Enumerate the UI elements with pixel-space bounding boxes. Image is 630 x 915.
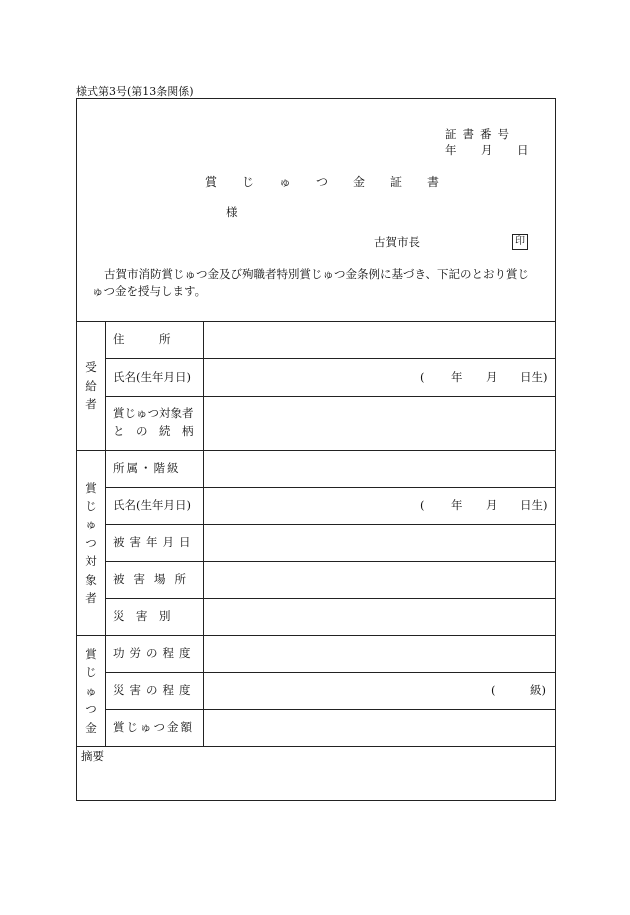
grade-open-paren: ( (491, 683, 496, 697)
group-award (77, 636, 105, 746)
birth-year: 年 (451, 370, 463, 384)
title-char: 金 (353, 175, 366, 189)
row-divider (105, 561, 555, 562)
group-char: 者 (85, 397, 97, 412)
label-name-birth: 氏名(生年月日) (113, 370, 191, 384)
date-year: 年 (445, 143, 457, 157)
label-damage-date: 被害年月日 (113, 535, 196, 549)
certificate-number-label: 証書番号 (445, 127, 515, 141)
row-divider (105, 524, 555, 525)
row-divider (77, 746, 555, 747)
group-char: 象 (85, 572, 97, 587)
group-char: 受 (85, 360, 97, 375)
row-divider (105, 709, 555, 710)
certificate-body: 古賀市消防賞じゅつ金及び殉職者特別賞じゅつ金条例に基づき、下記のとおり賞じゅつ金を授与します。 (92, 267, 530, 298)
group-char: じ (85, 665, 97, 680)
row-divider (105, 487, 555, 488)
label-affiliation: 所属・階級 (113, 461, 181, 475)
row-divider (77, 321, 555, 322)
group-char: ゅ (85, 683, 97, 698)
label-name-birth-2: 氏名(生年月日) (113, 498, 191, 512)
label-damage-place: 被害場所 (113, 572, 195, 586)
seal-icon: 印 (512, 234, 528, 250)
birth-month-2: 月 (486, 498, 498, 512)
group-char: 者 (85, 590, 97, 605)
birth-open-paren: ( (420, 370, 425, 384)
title-char: つ (316, 175, 329, 189)
title-char: 賞 (205, 175, 218, 189)
row-divider (77, 635, 555, 636)
group-char: 賞 (85, 647, 97, 662)
birth-year-2: 年 (451, 498, 463, 512)
label-amount: 賞じゅつ金額 (113, 720, 194, 734)
certificate-title (205, 176, 464, 188)
birth-open-paren-2: ( (420, 498, 425, 512)
label-address: 住 所 (113, 332, 171, 346)
birth-day: 日生) (520, 370, 548, 384)
form-number: 様式第3号(第13条関係) (76, 85, 194, 98)
title-char: 書 (427, 175, 440, 189)
row-divider (77, 450, 555, 451)
date-day: 日 (517, 143, 529, 157)
title-char: じ (242, 175, 255, 189)
group-char: 金 (85, 720, 97, 735)
birth-day-2: 日生) (520, 498, 548, 512)
title-char: ゅ (279, 175, 292, 189)
recipient-suffix: 様 (226, 205, 238, 219)
label-merit-degree: 功労の程度 (113, 646, 196, 660)
title-char: 証 (390, 175, 403, 189)
column-divider (105, 321, 106, 746)
label-relation-1: 賞じゅつ対象者 (113, 406, 194, 420)
birth-month: 月 (486, 370, 498, 384)
label-damage-degree: 災害の程度 (113, 683, 196, 697)
row-divider (105, 396, 555, 397)
column-divider (203, 321, 204, 746)
certificate-date (445, 145, 529, 157)
date-month: 月 (481, 143, 493, 157)
row-divider (105, 358, 555, 359)
group-char: つ (85, 702, 97, 717)
issuer-name: 古賀市長 (374, 235, 420, 249)
group-char: 賞 (85, 480, 97, 495)
label-disaster-type: 災 害 別 (113, 609, 171, 623)
row-divider (105, 598, 555, 599)
group-char: 給 (85, 378, 97, 393)
grade-close: 級) (530, 683, 546, 697)
group-char: ゅ (85, 517, 97, 532)
label-relation-2: と の 続 柄 (113, 424, 194, 438)
group-char: つ (85, 535, 97, 550)
group-recipient (77, 322, 105, 450)
group-char: 対 (85, 554, 97, 569)
row-divider (105, 672, 555, 673)
group-char: じ (85, 499, 97, 514)
summary-label: 摘要 (81, 749, 104, 763)
group-subject (77, 451, 105, 635)
